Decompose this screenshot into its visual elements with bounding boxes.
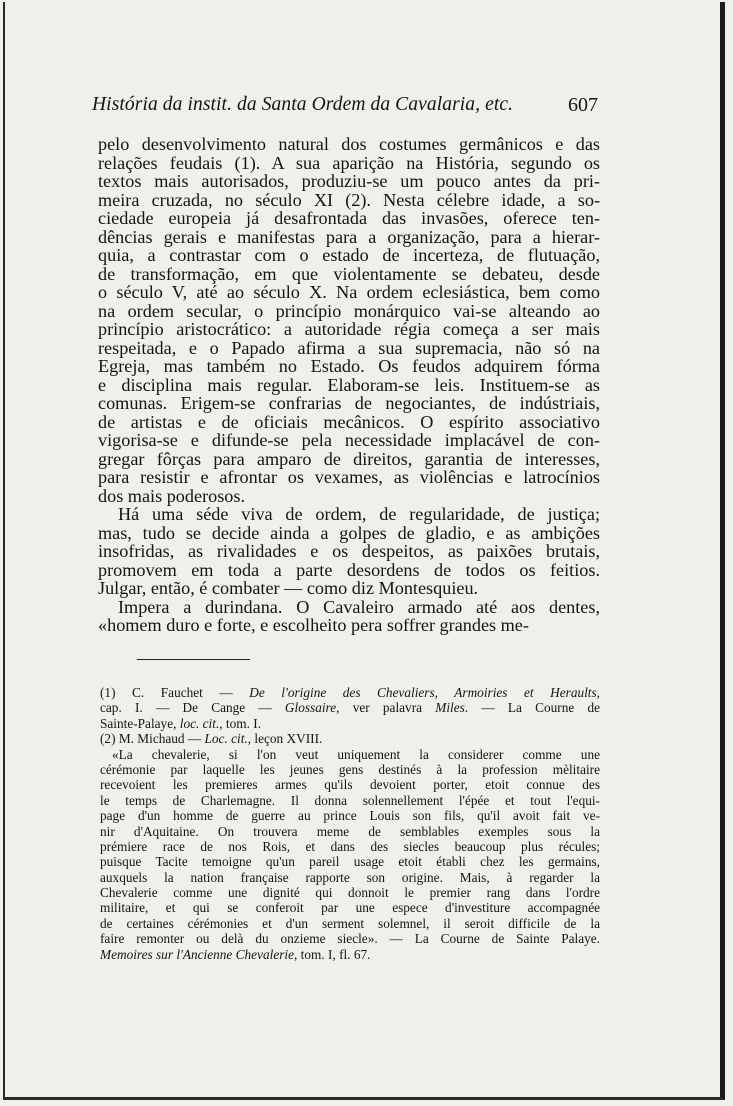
footnotes xyxy=(100,685,600,962)
quote-line: nir d'Aquitaine. On trouvera meme de semblables exemples sous la xyxy=(100,823,600,839)
body-line: de artistas e de oficiais mecânicos. O espírito associativo xyxy=(98,411,600,432)
body-line: vigorisa-se e difunde-se pela necessidade implacável de con- xyxy=(98,430,600,450)
body-line: e disciplina mais regular. Elaboram-se leis. Instituem-se as xyxy=(98,374,600,395)
page-number: 607 xyxy=(568,94,598,116)
body-line: dências gerais e manifestas para a organização, para a hierar- xyxy=(98,226,600,247)
body-line: dos mais poderosos. xyxy=(98,485,246,506)
body-text xyxy=(98,135,600,635)
quote-line: puisque Tacite temoigne qu'un pareil usage etoit établi chez les germains, xyxy=(100,854,600,870)
body-line: Egreja, mas também no Estado. Os feudos adquirem fórma xyxy=(98,356,600,376)
body-line: gregar fôrças para amparo de direitos, garantia de interesses, xyxy=(98,448,600,469)
body-line: comunas. Erigem-se confrarias de negociantes, de indústriais, xyxy=(98,393,600,413)
body-line: ciedade europeia já desafrontada das invasões, oferece ten- xyxy=(98,208,600,228)
body-line: textos mais autorisados, produziu-se um pouco antes da pri- xyxy=(98,171,600,191)
body-line: relações feudais (1). A sua aparição na História, segundo os xyxy=(98,152,600,173)
footnote-2-line: (2) M. Michaud — Loc. cit., leçon XVIII. xyxy=(100,731,323,747)
body-line: quia, a contrastar com o estado de incerteza, de flutuação, xyxy=(98,245,600,265)
body-line: Julgar, então, é combater — como diz Montesquieu. xyxy=(98,578,479,598)
body-line: na ordem secular, o princípio monárquico vai-se alteando ao xyxy=(98,300,600,321)
body-line: Há uma séde viva de ordem, de regularidade, de justiça; xyxy=(118,504,600,524)
footnote-1-line: (1) C. Fauchet — De l'origine des Chevaliers, Armoiries et Heraults, xyxy=(100,685,600,700)
running-title: História da instit. da Santa Ordem da Cavalaria, etc. xyxy=(92,94,514,115)
quote-line: militaire, et qui se conferoit par une espece d'investiture accompagnée xyxy=(100,900,600,916)
body-line: respeitada, e o Papado afirma a sua supremacia, não só na xyxy=(98,337,600,358)
footnote-separator xyxy=(137,659,250,660)
footnote-last-line: Memoires sur l'Ancienne Chevalerie, tom. I, fl. 67. xyxy=(100,946,371,962)
quote-line: «La chevalerie, si l'on veut uniquement la considerer comme une xyxy=(112,746,600,762)
footnote-quote xyxy=(100,747,600,947)
body-line: para resistir e afrontar os vexames, as violências e latrocínios xyxy=(98,467,600,487)
body-line: princípio aristocrático: a autoridade régia começa a ser mais xyxy=(98,319,600,339)
quote-line: Chevalerie comme une dignité qui donnoit le premier rang dans l'ordre xyxy=(100,885,600,901)
body-line: mas, tudo se decide ainda a golpes de gladio, e as ambições xyxy=(98,522,600,543)
body-line: meira cruzada, no século XI (2). Nesta célebre idade, a so- xyxy=(98,189,600,210)
quote-line: de certaines cérémonies et d'un serment solemnel, il seroit difficile de la xyxy=(100,915,600,931)
body-line: de transformação, em que violentamente se debateu, desde xyxy=(98,263,600,284)
body-line: pelo desenvolvimento natural dos costumes germânicos e das xyxy=(98,134,600,154)
footnote-1-line: Sainte-Palaye, loc. cit., tom. I. xyxy=(100,715,262,731)
body-line: insofridas, as rivalidades e os despeitos, as paixões brutais, xyxy=(98,541,600,561)
running-header xyxy=(92,94,598,120)
quote-line: page d'un homme de guerre au prince Louis son fils, qu'il avoit fait ve- xyxy=(100,808,600,824)
quote-line: faire remonter ou delà du onzieme siecle». — La Courne de Sainte Palaye. xyxy=(100,931,600,947)
quote-line: prémiere race de nos Rois, et dans des siecles beaucoup plus récules; xyxy=(100,838,600,854)
quote-line: auxquels la nation française rapporte son origine. Mais, à regarder la xyxy=(100,869,600,885)
body-line: promovem em toda a parte desordens de todos os feitios. xyxy=(98,559,600,580)
quote-line: cérémonie par laquelle les jeunes gens destinés à la profession mèlitaire xyxy=(100,761,600,777)
body-line: o século V, até ao século X. Na ordem eclesiástica, bem como xyxy=(98,282,600,302)
quote-line: recevoient les premieres armes qu'ils devoient porter, etoit connue des xyxy=(100,777,600,793)
body-line: Impera a durindana. O Cavaleiro armado até aos dentes, xyxy=(118,596,600,617)
quote-line: le temps de Charlemagne. Il donna solennellement l'épée et tout l'equi- xyxy=(100,792,600,808)
body-line: «homem duro e forte, e escolheito pera soffrer grandes me- xyxy=(98,615,529,635)
footnote-1-line: cap. I. — De Cange — Glossaire, ver palavra Miles. — La Courne de xyxy=(100,700,601,716)
